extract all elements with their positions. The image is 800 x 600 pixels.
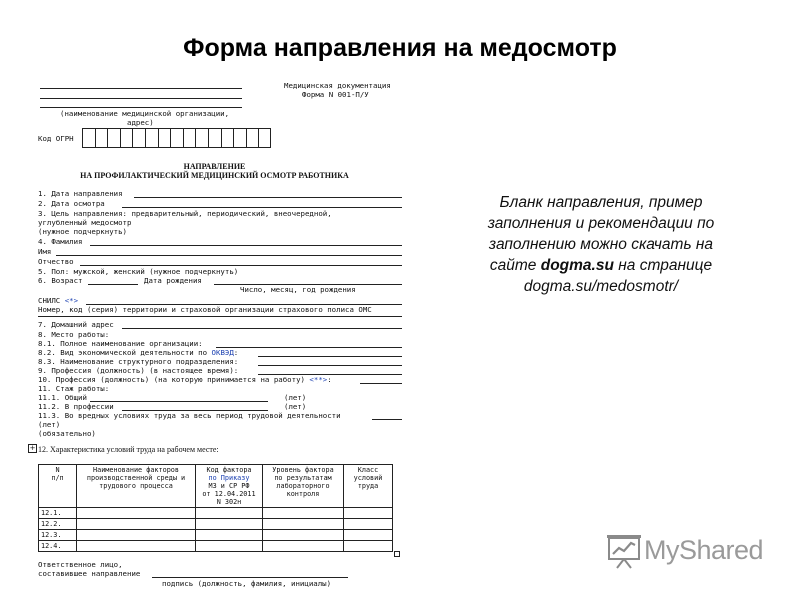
responsible-person-label: Ответственное лицо, bbox=[38, 560, 123, 569]
table-cell bbox=[263, 519, 344, 530]
field-surname: 4. Фамилия bbox=[38, 237, 83, 246]
table-cell bbox=[196, 541, 263, 552]
header-form-number: Форма N 001-П/У bbox=[302, 90, 369, 99]
table-resize-handle bbox=[394, 551, 400, 557]
field-line bbox=[360, 383, 402, 384]
row-number: 12.4. bbox=[39, 541, 77, 552]
field-current-profession: 9. Профессия (должность) (в настоящее время): bbox=[38, 366, 239, 375]
field-okved bbox=[38, 348, 238, 357]
field-birth-date: Дата рождения bbox=[144, 276, 202, 285]
table-row bbox=[39, 530, 393, 541]
signature-line bbox=[152, 577, 348, 578]
header-line: от 12.04.2011 bbox=[202, 490, 256, 498]
field-line bbox=[122, 328, 402, 329]
field-department: 8.3. Наименование структурного подразделения: bbox=[38, 357, 239, 366]
field-date-exam: 2. Дата осмотра bbox=[38, 199, 105, 208]
working-conditions-heading: 12. Характеристика условий труда на рабочем месте: bbox=[38, 445, 219, 454]
referral-form-document bbox=[22, 76, 407, 596]
field-name: Имя bbox=[38, 247, 52, 256]
okved-link[interactable]: ОКВЭД bbox=[211, 348, 234, 357]
caption-text-after: на странице dogma.su/medosmotr/ bbox=[523, 257, 713, 295]
ogrn-cell bbox=[107, 128, 120, 148]
table-cell bbox=[77, 519, 196, 530]
header-line: по результатам bbox=[274, 474, 332, 482]
caption-site-name: dogma.su bbox=[540, 257, 614, 274]
table-header-row bbox=[39, 465, 393, 508]
ogrn-cell bbox=[82, 128, 95, 148]
org-line-2 bbox=[40, 98, 242, 99]
field-experience: 11. Стаж работы: bbox=[38, 384, 110, 393]
ogrn-cell bbox=[258, 128, 271, 148]
field-target-profession bbox=[38, 375, 332, 384]
snils-note-link[interactable]: <*> bbox=[64, 296, 79, 305]
ogrn-cell bbox=[208, 128, 221, 148]
field-line bbox=[80, 265, 402, 266]
ogrn-cell bbox=[221, 128, 234, 148]
ogrn-cell bbox=[120, 128, 133, 148]
myshared-logo bbox=[604, 530, 763, 570]
table-cell bbox=[344, 541, 393, 552]
target-profession-note-link[interactable]: <**> bbox=[309, 375, 328, 384]
header-line: труда bbox=[357, 482, 379, 490]
field-age: 6. Возраст bbox=[38, 276, 83, 285]
field-purpose: 3. Цель направления: предварительный, периодический, внеочередной, bbox=[38, 209, 332, 218]
field-experience-total: 11.1. Общий bbox=[38, 393, 87, 402]
table-cell bbox=[196, 530, 263, 541]
col-header-number bbox=[39, 465, 77, 508]
col-header-factor-level bbox=[263, 465, 344, 508]
ogrn-cell bbox=[195, 128, 208, 148]
ogrn-cell bbox=[158, 128, 171, 148]
col-header-factors bbox=[77, 465, 196, 508]
table-cell bbox=[263, 530, 344, 541]
field-experience-profession-years: (лет) bbox=[284, 402, 307, 411]
signature-caption: подпись (должность, фамилия, инициалы) bbox=[162, 579, 332, 588]
field-org-name: 8.1. Полное наименование организации: bbox=[38, 339, 203, 348]
presentation-board-icon bbox=[604, 530, 644, 570]
row-number: 12.1. bbox=[39, 508, 77, 519]
ogrn-cell bbox=[183, 128, 196, 148]
header-line: N bbox=[55, 466, 60, 474]
form-heading-line-2: НА ПРОФИЛАКТИЧЕСКИЙ МЕДИЦИНСКИЙ ОСМОТР РАБОТНИКА bbox=[80, 171, 349, 180]
slide-title: Форма направления на медосмотр bbox=[183, 34, 617, 62]
header-line: лабораторного bbox=[276, 482, 330, 490]
table-row bbox=[39, 541, 393, 552]
target-profession-colon: : bbox=[327, 375, 332, 384]
org-caption-1: (наименование медицинской организации, bbox=[60, 109, 230, 118]
col-header-factor-code bbox=[196, 465, 263, 508]
field-purpose-note: (нужное подчеркнуть) bbox=[38, 227, 127, 236]
okved-label: 8.2. Вид экономической деятельности по bbox=[38, 348, 212, 357]
working-conditions-table bbox=[38, 464, 393, 552]
col-header-conditions-class bbox=[344, 465, 393, 508]
field-insurance: Номер, код (серия) территории и страховой организации страхового полиса ОМС bbox=[38, 305, 372, 314]
field-purpose-in-depth: углубленный медосмотр bbox=[38, 218, 132, 227]
field-home-address: 7. Домашний адрес bbox=[38, 320, 114, 329]
ogrn-label: Код ОГРН bbox=[38, 134, 74, 143]
ogrn-cell bbox=[233, 128, 246, 148]
header-line: Класс bbox=[357, 466, 379, 474]
field-workplace: 8. Место работы: bbox=[38, 330, 110, 339]
table-cell bbox=[263, 508, 344, 519]
field-line bbox=[258, 365, 402, 366]
field-line bbox=[38, 316, 402, 317]
ogrn-cell bbox=[132, 128, 145, 148]
field-snils bbox=[38, 296, 78, 305]
field-line bbox=[90, 401, 268, 402]
table-row bbox=[39, 519, 393, 530]
ogrn-cell bbox=[246, 128, 259, 148]
field-experience-total-years: (лет) bbox=[284, 393, 307, 402]
table-cell bbox=[77, 530, 196, 541]
header-line: N 302н bbox=[216, 498, 242, 506]
field-date-referral: 1. Дата направления bbox=[38, 189, 123, 198]
header-line: трудового процесса bbox=[99, 482, 173, 490]
field-experience-profession: 11.2. В профессии bbox=[38, 402, 114, 411]
target-profession-label: 10. Профессия (должность) (на которую принимается на работу) bbox=[38, 375, 310, 384]
caption-text-before: Бланк направления, пример заполнения и рекомендации по заполнению можно скачать на сайте bbox=[487, 194, 715, 274]
table-cell bbox=[344, 519, 393, 530]
table-cell bbox=[344, 530, 393, 541]
field-line bbox=[88, 284, 138, 285]
field-experience-harmful: 11.3. Во вредных условиях труда за весь период трудовой деятельности bbox=[38, 411, 341, 420]
field-line bbox=[90, 245, 402, 246]
table-cell bbox=[263, 541, 344, 552]
table-cell bbox=[77, 508, 196, 519]
header-line: условий bbox=[353, 474, 383, 482]
field-line bbox=[56, 255, 402, 256]
snils-label: СНИЛС bbox=[38, 296, 61, 305]
table-anchor-icon: + bbox=[29, 444, 36, 452]
compiled-by-label: составившее направление bbox=[38, 569, 141, 578]
table-cell bbox=[196, 508, 263, 519]
header-line: Наименование факторов bbox=[93, 466, 179, 474]
field-experience-harmful-required: (обязательно) bbox=[38, 429, 96, 438]
order-link[interactable]: по Приказу bbox=[208, 474, 250, 482]
field-experience-harmful-years: (лет) bbox=[38, 420, 61, 429]
download-caption bbox=[481, 192, 721, 297]
field-birth-date-caption: Число, месяц, год рождения bbox=[240, 285, 356, 294]
header-medical-documentation: Медицинская документация bbox=[284, 81, 391, 90]
form-heading bbox=[22, 162, 407, 180]
ogrn-cell bbox=[145, 128, 158, 148]
form-heading-line-1: НАПРАВЛЕНИЕ bbox=[183, 162, 246, 171]
org-caption-2: адрес) bbox=[127, 118, 154, 127]
org-line-3 bbox=[40, 107, 242, 108]
header-line: производственной среды и bbox=[86, 474, 186, 482]
field-line bbox=[372, 419, 402, 420]
table-row bbox=[39, 508, 393, 519]
table-cell bbox=[344, 508, 393, 519]
row-number: 12.3. bbox=[39, 530, 77, 541]
header-line: Код фактора bbox=[206, 466, 252, 474]
row-number: 12.2. bbox=[39, 519, 77, 530]
field-line bbox=[134, 197, 402, 198]
header-line: п/п bbox=[51, 474, 64, 482]
org-line-1 bbox=[40, 88, 242, 89]
table-cell bbox=[196, 519, 263, 530]
table-cell bbox=[77, 541, 196, 552]
okved-colon: : bbox=[233, 348, 239, 357]
field-line bbox=[122, 207, 402, 208]
field-sex: 5. Пол: мужской, женский (нужное подчеркнуть) bbox=[38, 267, 239, 276]
ogrn-cell bbox=[170, 128, 183, 148]
field-line bbox=[216, 347, 402, 348]
field-patronymic: Отчество bbox=[38, 257, 74, 266]
ogrn-cell bbox=[95, 128, 108, 148]
header-line: МЗ и СР РФ bbox=[208, 482, 250, 490]
header-line: Уровень фактора bbox=[272, 466, 334, 474]
logo-text: MyShared bbox=[644, 534, 764, 565]
ogrn-cells bbox=[82, 128, 271, 148]
field-line bbox=[258, 356, 402, 357]
header-line: контроля bbox=[286, 490, 320, 498]
